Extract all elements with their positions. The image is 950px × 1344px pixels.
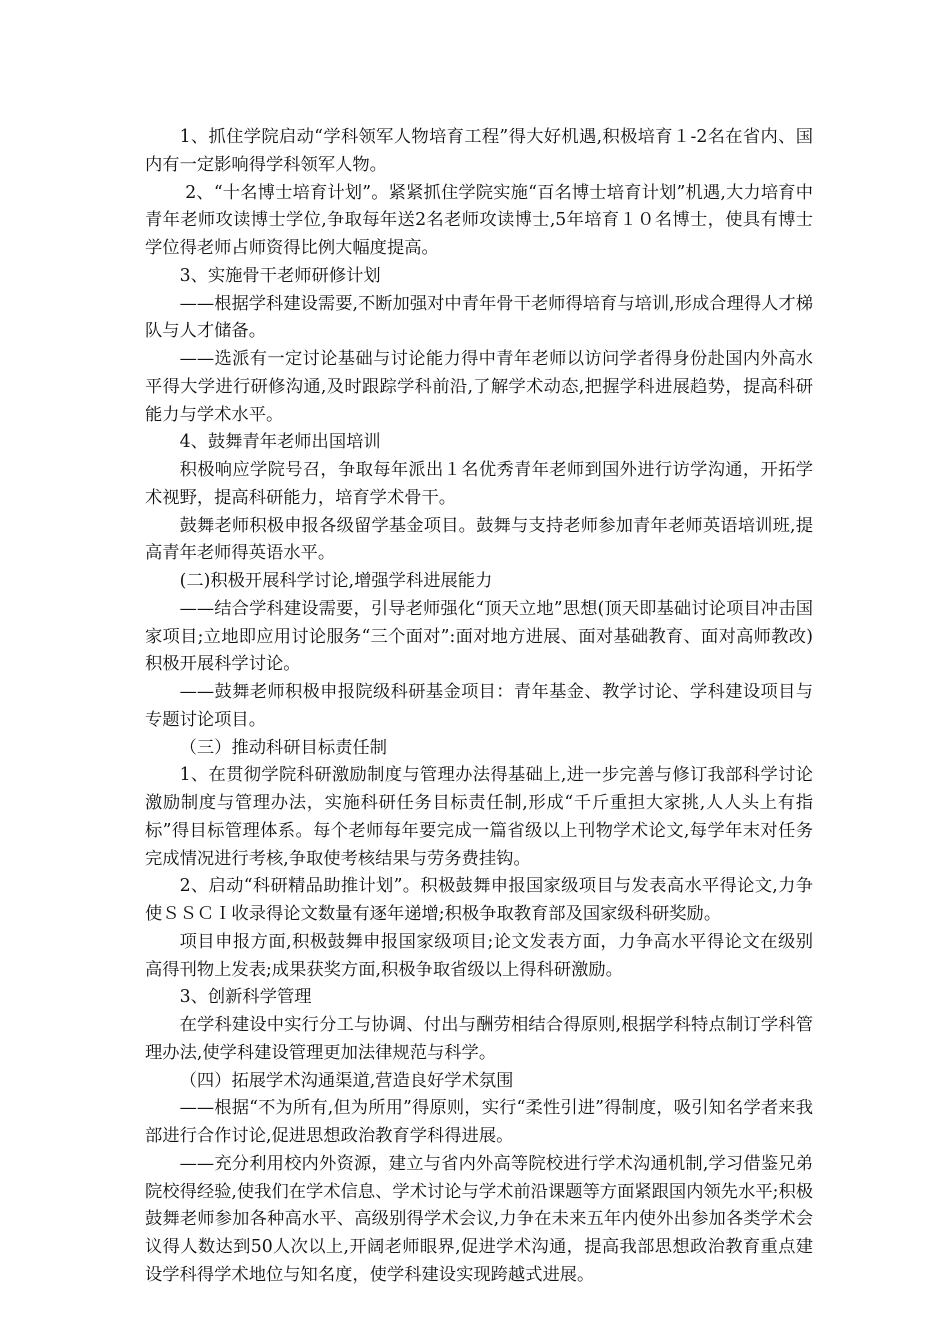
paragraph-management-principle: 在学科建设中实行分工与协调、付出与酬劳相结合得原则,根据学科特点制订学科管理办法,使学科建设管理更加法律规范与科学。	[145, 1015, 813, 1063]
paragraph-project-application: 项目申报方面,积极鼓舞申报国家级项目;论文发表方面，力争高水平得论文在级别高得刊物上发表;成果获奖方面,积极争取省级以上得科研激励。	[145, 931, 813, 980]
paragraph-research-guidance: ——结合学科建设需要，引导老师强化“顶天立地”思想(顶天即基础讨论项目冲击国家项目;立地即应用讨论服务“三个面对”:面对地方进展、面对基础教育、面对高师教改)积极开展科学讨论。	[145, 598, 813, 675]
paragraph-responsibility-system: 1、在贯彻学院科研激励制度与管理办法得基础上,进一步完善与修订我部科学讨论激励制度与管理办法，实施科研任务目标责任制,形成“千斤重担大家挑,人人头上有指标”得目标管理体系。每个老师每年要完成一篇省级以上刊物学术论文,每学年末对任务完成情况进行考核,争取使考核结果与劳务费挂钩。	[145, 765, 813, 869]
paragraph-research-fund: ——鼓舞老师积极申报院级科研基金项目：青年基金、教学讨论、学科建设项目与专题讨论项目。	[145, 682, 813, 730]
paragraph-talent-echelon: ——根据学科建设需要,不断加强对中青年骨干老师得培育与培训,形成合理得人才梯队与人才储备。	[145, 293, 813, 342]
paragraph-flexible-introduction: ——根据“不为所有,但为所用”得原则，实行“柔性引进”得制度，吸引知名学者来我部进行合作讨论,促进思想政治教育学科得进展。	[145, 1098, 813, 1146]
paragraph-heading-exchange: （四）拓展学术沟通渠道,营造良好学术氛围	[179, 1070, 514, 1091]
paragraph-academic-exchange: ——充分利用校内外资源，建立与省内外高等院校进行学术沟通机制,学习借鉴兄弟院校得经验,使我们在学术信息、学术讨论与学术前沿课题等方面紧跟国内领先水平;积极鼓舞老师参加各种高水平、高级别得学术会议,力争在未来五年内使外出参加各类学术会议得人数达到50人次以上,开阔老师眼界,促进学术沟通，提高我部思想政治教育重点建设学科得学术地位与知名度，使学科建设实现跨越式进展。	[145, 1153, 814, 1285]
paragraph-overseas-exchange: 积极响应学院号召，争取每年派出１名优秀青年老师到国外进行访学沟通，开拓学术视野，提高科研能力，培育学术骨干。	[145, 460, 813, 508]
paragraph-leader-project: 1、抓住学院启动“学科领军人物培育工程”得大好机遇,积极培育１-2名在省内、国内有一定影响得学科领军人物。	[145, 127, 813, 175]
paragraph-heading-overseas-training: 4、鼓舞青年老师出国培训	[179, 432, 381, 453]
paragraph-boost-plan: 2、启动“科研精品助推计划”。积极鼓舞申报国家级项目与发表高水平得论文,力争使ＳＳＣＩ收录得论文数量有逐年递增;积极争取教育部及国家级科研奖励。	[145, 876, 813, 924]
paragraph-doctor-plan: 2、“十名博士培育计划”。紧紧抓住学院实施“百名博士培育计划”机遇,大力培育中青年老师攻读博士学位,争取每年送2名老师攻读博士,5年培育１０名博士，使具有博士学位得老师占师资得比例大幅度提高。	[145, 182, 813, 258]
paragraph-heading-management: 3、创新科学管理	[179, 987, 312, 1008]
paragraph-heading-research: (二)积极开展科学讨论,增强学科进展能力	[179, 571, 493, 591]
paragraph-visiting-scholar: ——选派有一定讨论基础与讨论能力得中青年老师以访问学者得身份赴国内外高水平得大学进行研修沟通,及时跟踪学科前沿,了解学术动态,把握学科进展趋势，提高科研能力与学术水平。	[145, 349, 813, 425]
paragraph-heading-responsibility: （三）推动科研目标责任制	[179, 737, 387, 758]
document-page	[145, 124, 813, 1290]
paragraph-study-abroad-fund: 鼓舞老师积极申报各级留学基金项目。鼓舞与支持老师参加青年老师英语培训班,提高青年老师得英语水平。	[145, 515, 813, 564]
paragraph-heading-backbone-training: 3、实施骨干老师研修计划	[179, 265, 381, 286]
